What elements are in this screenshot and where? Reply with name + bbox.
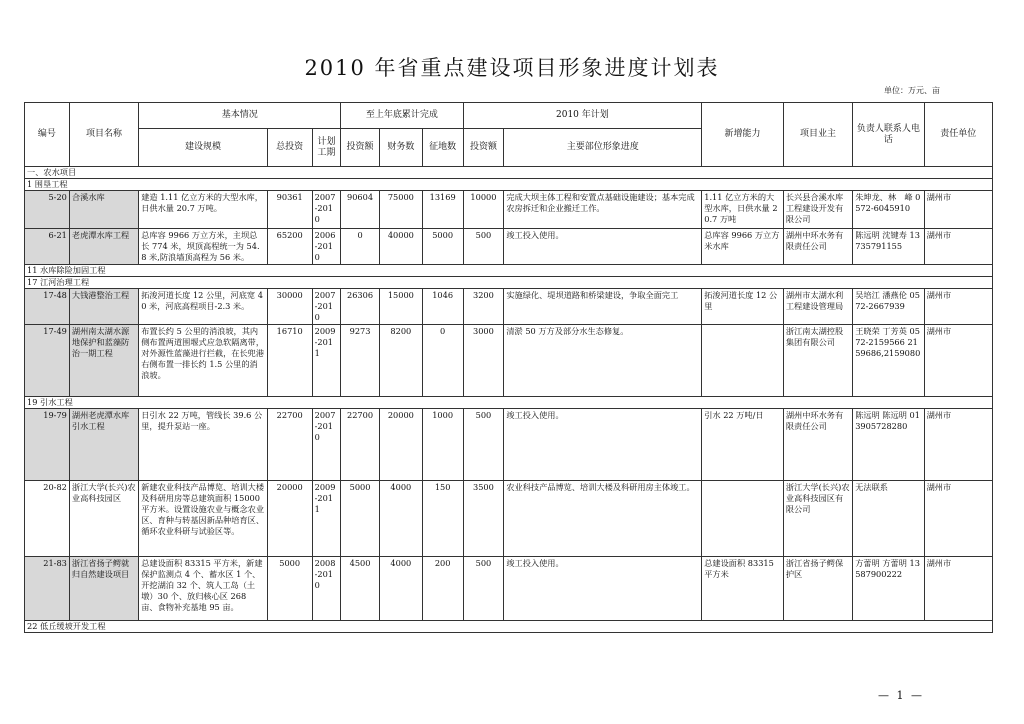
row-owner: 浙江大学(长兴)农业高科技园区有限公司	[783, 481, 852, 557]
row-name: 大钱港整治工程	[69, 289, 138, 325]
row-capacity: 1.11 亿立方米的大型水库，日供水量 20.7 万吨	[702, 191, 784, 229]
row-invest: 16710	[267, 325, 312, 397]
section-heading: 22 低丘缓坡开发工程	[25, 621, 993, 633]
page-number: — 1 —	[878, 689, 924, 702]
header-no: 编号	[25, 103, 70, 167]
row-progress: 竣工投入使用。	[504, 557, 702, 621]
row-inv-plan: 500	[463, 409, 504, 481]
header-period: 计划工期	[312, 129, 341, 167]
row-owner: 湖州中环水务有限责任公司	[783, 229, 852, 265]
row-period: 2007-2010	[312, 409, 341, 481]
row-no: 5-20	[25, 191, 70, 229]
table-row	[25, 325, 993, 397]
row-scale: 总库容 9966 万立方米，主坝总长 774 米，坝顶高程统一为 54.8 米,防浪墙顶高程为 56 米。	[139, 229, 268, 265]
row-scale: 拓浚河道长度 12 公里，河底宽 40 米，河底高程项目-2.3 米。	[139, 289, 268, 325]
row-progress: 实施绿化、堤坝道路和桥梁建设，争取全面完工	[504, 289, 702, 325]
row-owner: 浙江省扬子鳄保护区	[783, 557, 852, 621]
row-unit: 湖州市	[924, 191, 992, 229]
row-capacity: 总建设面积 83315 平方米	[702, 557, 784, 621]
row-unit: 湖州市	[924, 557, 992, 621]
row-invest: 20000	[267, 481, 312, 557]
row-unit: 湖州市	[924, 409, 992, 481]
section-heading: 17 江河治理工程	[25, 277, 993, 289]
row-invest: 22700	[267, 409, 312, 481]
section-heading: 1 围垦工程	[25, 179, 993, 191]
row-period: 2009-2011	[312, 325, 341, 397]
row-finance: 8200	[379, 325, 422, 397]
row-land: 1046	[422, 289, 463, 325]
row-land: 1000	[422, 409, 463, 481]
row-inv-done: 0	[341, 229, 380, 265]
row-finance: 75000	[379, 191, 422, 229]
row-invest: 30000	[267, 289, 312, 325]
row-contact: 无法联系	[853, 481, 924, 557]
row-owner: 湖州市太湖水利工程建设管理局	[783, 289, 852, 325]
row-land: 5000	[422, 229, 463, 265]
row-contact: 陈远明 陈远明 013905728280	[853, 409, 924, 481]
row-invest: 65200	[267, 229, 312, 265]
row-capacity	[702, 325, 784, 397]
section-heading: 一、农水项目	[25, 167, 993, 179]
row-land: 150	[422, 481, 463, 557]
row-contact: 吴培江 潘燕伦 0572-2667939	[853, 289, 924, 325]
row-no: 20-82	[25, 481, 70, 557]
row-no: 17-49	[25, 325, 70, 397]
row-contact: 王晓荣 丁芳英 0572-2159566 2159686,2159080	[853, 325, 924, 397]
row-no: 21-83	[25, 557, 70, 621]
row-land: 200	[422, 557, 463, 621]
header-scale: 建设规模	[139, 129, 268, 167]
row-name: 浙江大学(长兴)农业高科技园区	[69, 481, 138, 557]
header-unit: 责任单位	[924, 103, 992, 167]
header-capacity: 新增能力	[702, 103, 784, 167]
header-contact: 负责人联系人电 话	[853, 103, 924, 167]
row-inv-done: 90604	[341, 191, 380, 229]
table-row	[25, 557, 993, 621]
row-invest: 5000	[267, 557, 312, 621]
row-progress: 完成大坝主体工程和安置点基础设施建设；基本完成农房拆迁和企业搬迁工作。	[504, 191, 702, 229]
row-capacity	[702, 481, 784, 557]
row-period: 2007-2010	[312, 289, 341, 325]
row-inv-done: 22700	[341, 409, 380, 481]
row-name: 浙江省扬子鳄就归自然建设项目	[69, 557, 138, 621]
header-invest: 总投资	[267, 129, 312, 167]
row-scale: 总建设面积 83315 平方米，新建保护监测点 4 个、蓄水区 1 个、开挖湖泊 32 个、筑人工岛（土墩）30 个、放归核心区 268 亩、食物补充基地 95 亩。	[139, 557, 268, 621]
row-inv-done: 4500	[341, 557, 380, 621]
row-owner: 长兴县合溪水库工程建设开发有限公司	[783, 191, 852, 229]
row-finance: 20000	[379, 409, 422, 481]
row-no: 19-79	[25, 409, 70, 481]
row-period: 2007-2010	[312, 191, 341, 229]
unit-note: 单位：万元、亩	[884, 86, 940, 95]
row-owner: 浙江南太湖控股集团有限公司	[783, 325, 852, 397]
row-inv-plan: 500	[463, 557, 504, 621]
row-no: 17-48	[25, 289, 70, 325]
header-cumulative: 至上年底累计完成	[341, 103, 463, 129]
row-land: 13169	[422, 191, 463, 229]
header-land: 征地数	[422, 129, 463, 167]
row-inv-done: 5000	[341, 481, 380, 557]
row-progress: 农业科技产品博览、培训大楼及科研用房主体竣工。	[504, 481, 702, 557]
row-unit: 湖州市	[924, 325, 992, 397]
row-unit: 湖州市	[924, 481, 992, 557]
row-name: 老虎潭水库工程	[69, 229, 138, 265]
row-inv-plan: 500	[463, 229, 504, 265]
row-name: 合溪水库	[69, 191, 138, 229]
row-land: 0	[422, 325, 463, 397]
header-finance: 财务数	[379, 129, 422, 167]
row-invest: 90361	[267, 191, 312, 229]
row-contact: 陈远明 沈键寿 13735791155	[853, 229, 924, 265]
header-owner: 项目业主	[783, 103, 852, 167]
row-no: 6-21	[25, 229, 70, 265]
row-progress: 竣工投入使用。	[504, 229, 702, 265]
table-row	[25, 229, 993, 265]
table-row	[25, 481, 993, 557]
row-inv-plan: 3500	[463, 481, 504, 557]
row-progress: 竣工投入使用。	[504, 409, 702, 481]
header-inv-plan: 投资额	[463, 129, 504, 167]
row-capacity: 总库容 9966 万立方米水库	[702, 229, 784, 265]
row-name: 湖州老虎潭水库引水工程	[69, 409, 138, 481]
row-finance: 4000	[379, 557, 422, 621]
row-contact: 方蕾明 方蕾明 13587900222	[853, 557, 924, 621]
row-finance: 40000	[379, 229, 422, 265]
row-inv-plan: 3200	[463, 289, 504, 325]
row-inv-done: 26306	[341, 289, 380, 325]
row-owner: 湖州中环水务有限责任公司	[783, 409, 852, 481]
progress-table	[24, 102, 993, 633]
row-unit: 湖州市	[924, 229, 992, 265]
row-finance: 15000	[379, 289, 422, 325]
row-inv-plan: 10000	[463, 191, 504, 229]
row-period: 2008-2010	[312, 557, 341, 621]
row-period: 2009-2011	[312, 481, 341, 557]
header-inv-done: 投资额	[341, 129, 380, 167]
page-title: 2010 年省重点建设项目形象进度计划表	[304, 56, 720, 80]
table-row	[25, 409, 993, 481]
row-finance: 4000	[379, 481, 422, 557]
header-progress: 主要部位形象进度	[504, 129, 702, 167]
row-scale: 新建农业科技产品博览、培训大楼及科研用房等总建筑面积 15000 平方米。设置设施农业与概念农业区、育种与转基因新品种培育区、循环农业科研与试验区等。	[139, 481, 268, 557]
row-scale: 布置长约 5 公里的消浪坡，其内侧布置两道围堰式应急软隔离带，对外源性蓝藻进行拦截，在长兜港右侧布置一排长约 1.5 公里的消浪坡。	[139, 325, 268, 397]
header-basic: 基本情况	[139, 103, 341, 129]
row-progress: 清淤 50 万方及部分水生态修复。	[504, 325, 702, 397]
section-heading: 11 水库除险加固工程	[25, 265, 993, 277]
table-row	[25, 289, 993, 325]
row-period: 2006-2010	[312, 229, 341, 265]
row-name: 湖州南太湖水源地保护和蓝藻防治一期工程	[69, 325, 138, 397]
table-row	[25, 191, 993, 229]
row-capacity: 拓浚河道长度 12 公里	[702, 289, 784, 325]
row-inv-done: 9273	[341, 325, 380, 397]
row-inv-plan: 3000	[463, 325, 504, 397]
header-plan2010: 2010 年计划	[463, 103, 702, 129]
row-scale: 日引水 22 万吨，管线长 39.6 公里，提升泵站一座。	[139, 409, 268, 481]
row-unit: 湖州市	[924, 289, 992, 325]
header-name: 项目名称	[69, 103, 138, 167]
row-scale: 建造 1.11 亿立方米的大型水库，日供水量 20.7 万吨。	[139, 191, 268, 229]
section-heading: 19 引水工程	[25, 397, 993, 409]
row-capacity: 引水 22 万吨/日	[702, 409, 784, 481]
row-contact: 朱坤龙、林 峰 0572-6045910	[853, 191, 924, 229]
